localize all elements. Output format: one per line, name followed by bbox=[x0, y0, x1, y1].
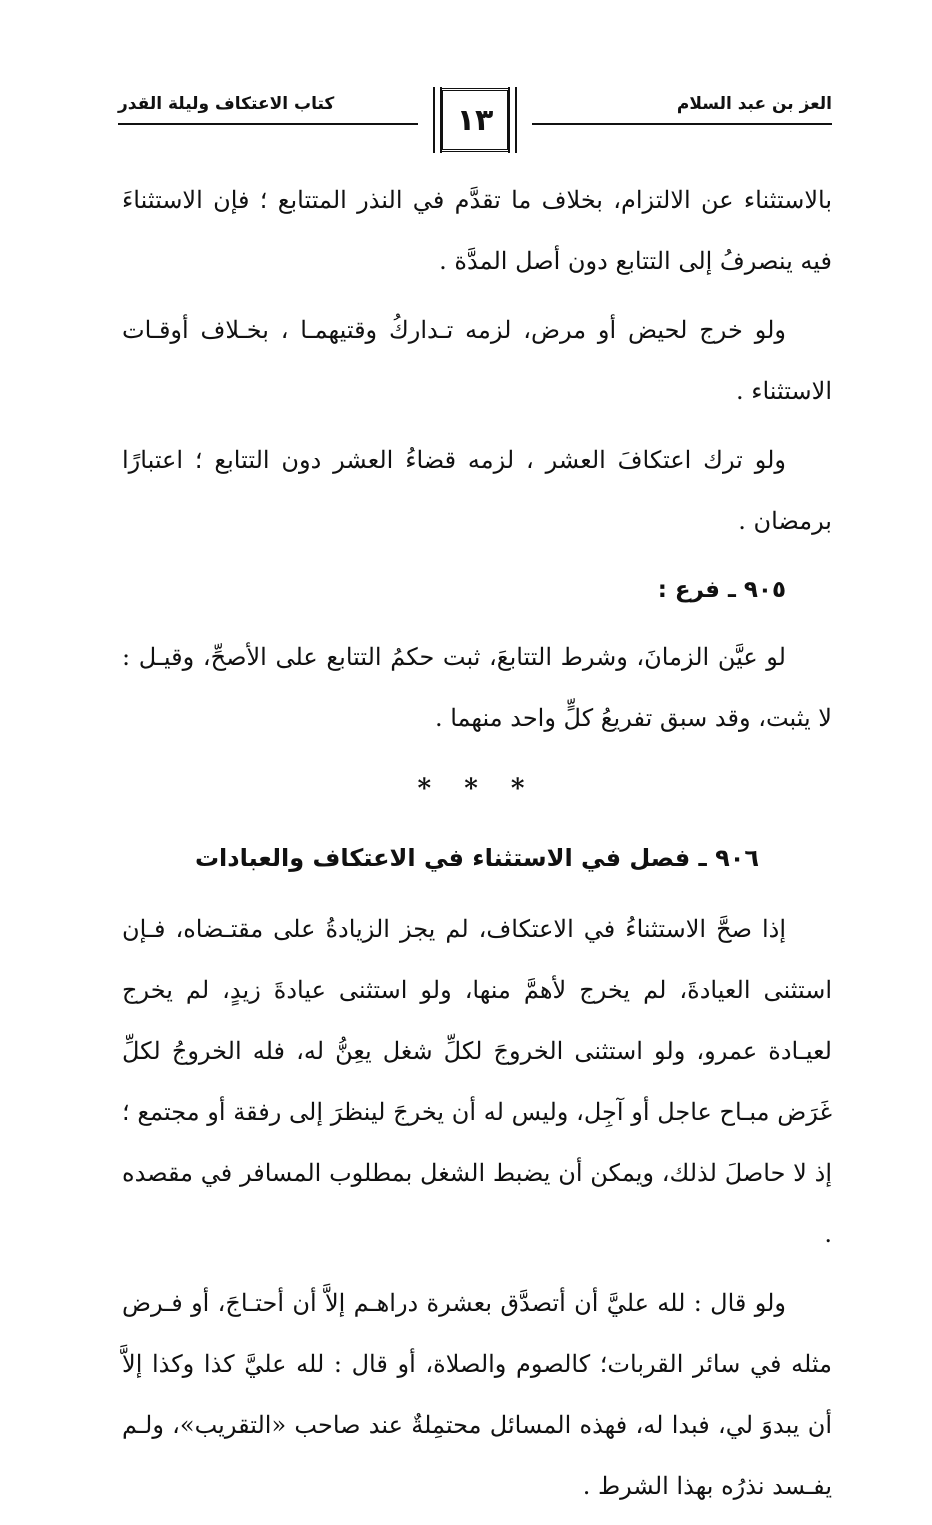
paragraph-1: بالاستثناء عن الالتزام، بخلاف ما تقدَّم في النذر المتتابع ؛ فإن الاستثناءَ فيه ينصرفُ إلى التتابع دون أصل المدَّة . bbox=[122, 186, 832, 275]
section-separator: * * * bbox=[417, 774, 537, 804]
page-number-frame bbox=[440, 88, 510, 152]
subheading-905: ٩٠٥ ـ فرع : bbox=[657, 577, 786, 603]
paragraph-5: إذا صحَّ الاستثناءُ في الاعتكاف، لم يجز الزيادةُ على مقتـضاه، فـإن استثنى العيادةَ، لم يخرج لأهمَّ منها، ولو استثنى عيادةَ زيدٍ، لم يخرج لعيـادة عمرو، ولو استثنى الخروجَ لكلِّ شغل يعِنُّ له، فله الخروجُ لكلِّ غَرَض مبـاح عاجل أو آجِل، وليس له أن يخرجَ لينظرَ إلى رفقة أو مجتمع ؛ إذ لا حاصلَ لذلك، ويمكن أن يضبط الشغل بمطلوب المسافر في مقصده . bbox=[122, 915, 832, 1248]
paragraph-2: ولو خرج لحيض أو مرض، لزمه تـداركُ وقتيهمـا ، بخـلاف أوقـات الاستثناء . bbox=[122, 316, 832, 405]
running-title-author: العز بن عبد السلام bbox=[676, 94, 832, 114]
running-title-book: كتاب الاعتكاف وليلة القدر bbox=[118, 94, 335, 114]
paragraph-3: ولو ترك اعتكافَ العشر ، لزمه قضاءُ العشر دون التتابع ؛ اعتبارًا برمضان . bbox=[122, 446, 832, 535]
paragraph-4: لو عيَّن الزمانَ، وشرط التتابعَ، ثبت حكمُ التتابع على الأصحِّ، وقيـل : لا يثبت، وقد سبق تفريعُ كلٍّ واحد منهما . bbox=[122, 643, 832, 732]
header-rule-left bbox=[118, 123, 418, 125]
header-rule-right bbox=[532, 123, 832, 125]
page-number: ١٣ bbox=[456, 102, 494, 138]
page-header bbox=[118, 88, 832, 158]
page-body bbox=[122, 170, 832, 1525]
section-title-906: ٩٠٦ ـ فصل في الاستثناء في الاعتكاف والعبادات bbox=[194, 844, 760, 872]
paragraph-6: ولو قال : لله عليَّ أن أتصدَّق بعشرة دراهـم إلاَّ أن أحتـاجَ، أو فـرض مثله في سائر القربات؛ كالصوم والصلاة، أو قال : لله عليَّ كذا وكذا إلاَّ أن يبدوَ لي، فبدا له، فهذه المسائل محتمِلةٌ عند صاحب «التقريب»، ولـم يفـسد نذرُه بهذا الشرط . bbox=[122, 1289, 832, 1500]
